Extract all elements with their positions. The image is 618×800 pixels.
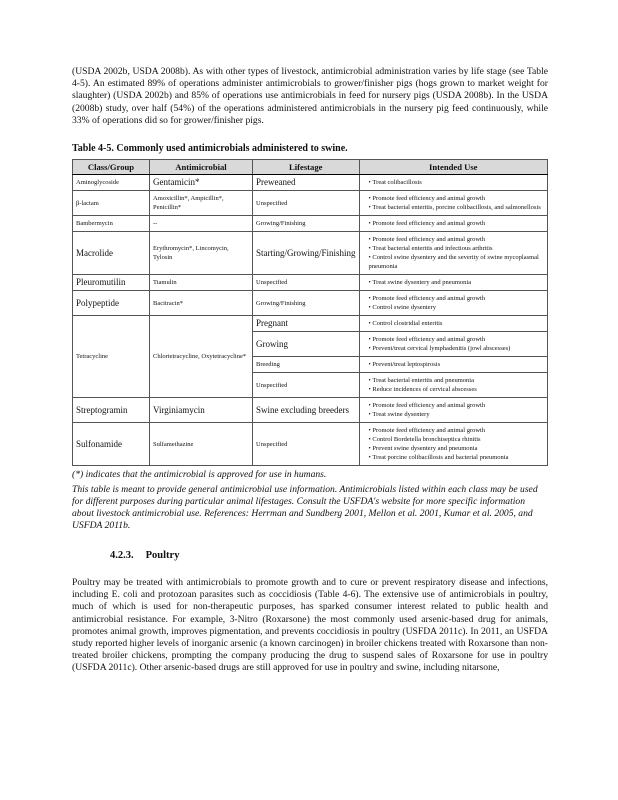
intended-use-list: [363, 278, 544, 287]
lifestage-cell: Pregnant: [253, 316, 360, 332]
intended-use-cell: [359, 357, 547, 373]
intended-use-item: • Prevent/treat cervical lymphadenitis (jowl abscesses): [369, 344, 544, 353]
lifestage-cell: Unspecified: [253, 423, 360, 466]
table-note-approved: (*) indicates that the antimicrobial is approved for use in humans.: [72, 469, 327, 481]
lifestage-cell: Growing/Finishing: [253, 216, 360, 232]
antimicrobial-cell: Amoxicillin*, Ampicillin*, Penicillin*: [150, 191, 253, 216]
antimicrobial-cell: Tiamulin: [150, 275, 253, 291]
intended-use-item: • Treat bacterial enteritis, porcine colibacillosis, and salmonellosis: [369, 203, 544, 212]
class-cell: Streptogramin: [73, 398, 150, 423]
intended-use-cell: [359, 423, 547, 466]
intended-use-list: [363, 426, 544, 462]
lifestage-cell: Unspecified: [253, 373, 360, 398]
intended-use-item: • Treat bacterial enteritis and infectious arthritis: [369, 244, 544, 253]
intended-use-item: • Promote feed efficiency and animal growth: [369, 426, 544, 435]
intro-paragraph: (USDA 2002b, USDA 2008b). As with other types of livestock, antimicrobial administration varies by life stage (see Table 4-5). An estimated 89% of operations administer antimicrobials to grower/finisher pigs (hogs grown to market weight for slaughter) (USDA 2002b) and 85% of operations use antimicrobials in feed for nursery pigs (USDA 2008b). In the USDA (2008b) study, over half (54%) of the operations administered antimicrobials in the nursery pig feed continuously, while 33% of operations did so for grower/finisher pigs.: [72, 66, 548, 126]
antimicrobial-cell: Virginiamycin: [150, 398, 253, 423]
lifestage-cell: Breeding: [253, 357, 360, 373]
intended-use-list: [363, 219, 544, 228]
intended-use-item: • Treat bacterial enteritis and pneumonia: [369, 376, 544, 385]
table-body: [73, 175, 548, 466]
antimicrobial-cell: Erythromycin*, Lincomycin, Tylosin: [150, 232, 253, 275]
lifestage-cell: Starting/Growing/Finishing: [253, 232, 360, 275]
intended-use-item: • Promote feed efficiency and animal growth: [369, 194, 544, 203]
intended-use-list: [363, 401, 544, 419]
antimicrobial-table: [72, 159, 548, 466]
intended-use-cell: [359, 275, 547, 291]
intended-use-item: • Treat colibacillosis: [369, 178, 544, 187]
intended-use-item: • Treat swine dysentery: [369, 410, 544, 419]
intended-use-item: • Control Bordetella bronchiseptica rhinitis: [369, 435, 544, 444]
lifestage-cell: Unspecified: [253, 191, 360, 216]
intended-use-list: [363, 360, 544, 369]
section-number: 4.2.3.: [110, 550, 134, 562]
lifestage-cell: Preweaned: [253, 175, 360, 191]
table-header-row: [73, 160, 548, 175]
lifestage-cell: Growing/Finishing: [253, 291, 360, 316]
class-cell: Polypeptide: [73, 291, 150, 316]
header-antimicrobial: Antimicrobial: [150, 160, 253, 175]
section-heading: [110, 550, 548, 561]
intended-use-cell: [359, 191, 547, 216]
intended-use-cell: [359, 175, 547, 191]
intended-use-item: • Control swine dysentery: [369, 303, 544, 312]
intended-use-cell: [359, 398, 547, 423]
document-page: [72, 66, 548, 675]
intended-use-item: • Promote feed efficiency and animal growth: [369, 294, 544, 303]
class-cell: Bambermycin: [73, 216, 150, 232]
class-cell: Pleuromutilin: [73, 275, 150, 291]
lifestage-cell: Swine excluding breeders: [253, 398, 360, 423]
intended-use-list: [363, 376, 544, 394]
table-row: [73, 291, 548, 316]
intended-use-item: • Reduce incidences of cervical abscesses: [369, 385, 544, 394]
table-row: [73, 175, 548, 191]
table-row: [73, 275, 548, 291]
intended-use-cell: [359, 291, 547, 316]
intended-use-item: • Control clostridial enteritis: [369, 319, 544, 328]
section-title: Poultry: [145, 550, 180, 562]
table-row: [73, 191, 548, 216]
antimicrobial-cell: Chlortetracycline, Oxytetracycline*: [150, 316, 253, 398]
header-class: Class/Group: [73, 160, 150, 175]
intended-use-item: • Promote feed efficiency and animal growth: [369, 235, 544, 244]
intended-use-item: • Control swine dysentery and the severity of swine mycoplasmal pneumonia: [369, 253, 544, 271]
intended-use-list: [363, 235, 544, 271]
poultry-paragraph: Poultry may be treated with antimicrobials to promote growth and to cure or prevent respiratory disease and infections, including E. coli and protozoan parasites such as coccidiosis (Table 4-6). The extensive use of antimicrobials in poultry, much of which is used for non-therapeutic purposes, has sparked consumer interest related to public health and antimicrobial resistance. For example, 3-Nitro (Roxarsone) the most commonly used arsenic-based drug for animals, promotes animal growth, improves pigmentation, and prevents coccidiosis in poultry (USFDA 2011c). In 2011, an USFDA study reported higher levels of inorganic arsenic (a known carcinogen) in broiler chickens treated with Roxarsone than non-treated broiler chickens, prompting the company producing the drug to suspend sales of Roxarsone for use in poultry (USFDA 2011c). Other arsenic-based drugs are still approved for use in poultry and swine, including nitarsone,: [72, 577, 548, 674]
intended-use-item: • Promote feed efficiency and animal growth: [369, 401, 544, 410]
intended-use-item: • Prevent swine dysentery and pneumonia: [369, 444, 544, 453]
header-lifestage: Lifestage: [253, 160, 360, 175]
table-row: [73, 216, 548, 232]
class-cell: Sulfonamide: [73, 423, 150, 466]
table-row: [73, 316, 548, 332]
antimicrobial-cell: --: [150, 216, 253, 232]
intended-use-list: [363, 335, 544, 353]
intended-use-item: • Treat porcine colibacillosis and bacterial pneumonia: [369, 453, 544, 462]
table-row: [73, 423, 548, 466]
antimicrobial-cell: Gentamicin*: [150, 175, 253, 191]
intended-use-list: [363, 194, 544, 212]
table-caption: Table 4-5. Commonly used antimicrobials administered to swine.: [72, 143, 348, 155]
intended-use-cell: [359, 216, 547, 232]
intended-use-cell: [359, 232, 547, 275]
intended-use-cell: [359, 332, 547, 357]
intended-use-item: • Promote feed efficiency and animal growth: [369, 335, 544, 344]
intended-use-list: [363, 294, 544, 312]
lifestage-cell: Unspecified: [253, 275, 360, 291]
intended-use-cell: [359, 316, 547, 332]
intended-use-cell: [359, 373, 547, 398]
class-cell: Tetracycline: [73, 316, 150, 398]
intended-use-item: • Treat swine dysentery and pneumonia: [369, 278, 544, 287]
class-cell: Macrolide: [73, 232, 150, 275]
table-note-general: This table is meant to provide general antimicrobial use information. Antimicrobials listed within each class may be used for different purposes during particular animal lifestages. Consult the USFDA's website for more specific information about livestock antimicrobial use. References: Herrman and Sundberg 2001, Mellon et al. 2001, Kumar et al. 2005, and USFDA 2011b.: [72, 484, 538, 532]
class-cell: β-lactam: [73, 191, 150, 216]
antimicrobial-cell: Sulfamethazine: [150, 423, 253, 466]
intended-use-list: [363, 178, 544, 187]
intended-use-list: [363, 319, 544, 328]
antimicrobial-cell: Bacitracin*: [150, 291, 253, 316]
intended-use-item: • Prevent/treat leptospirosis: [369, 360, 544, 369]
table-row: [73, 232, 548, 275]
intended-use-item: • Promote feed efficiency and animal growth: [369, 219, 544, 228]
class-cell: Aminoglycoside: [73, 175, 150, 191]
lifestage-cell: Growing: [253, 332, 360, 357]
header-intended-use: Intended Use: [359, 160, 547, 175]
table-row: [73, 398, 548, 423]
